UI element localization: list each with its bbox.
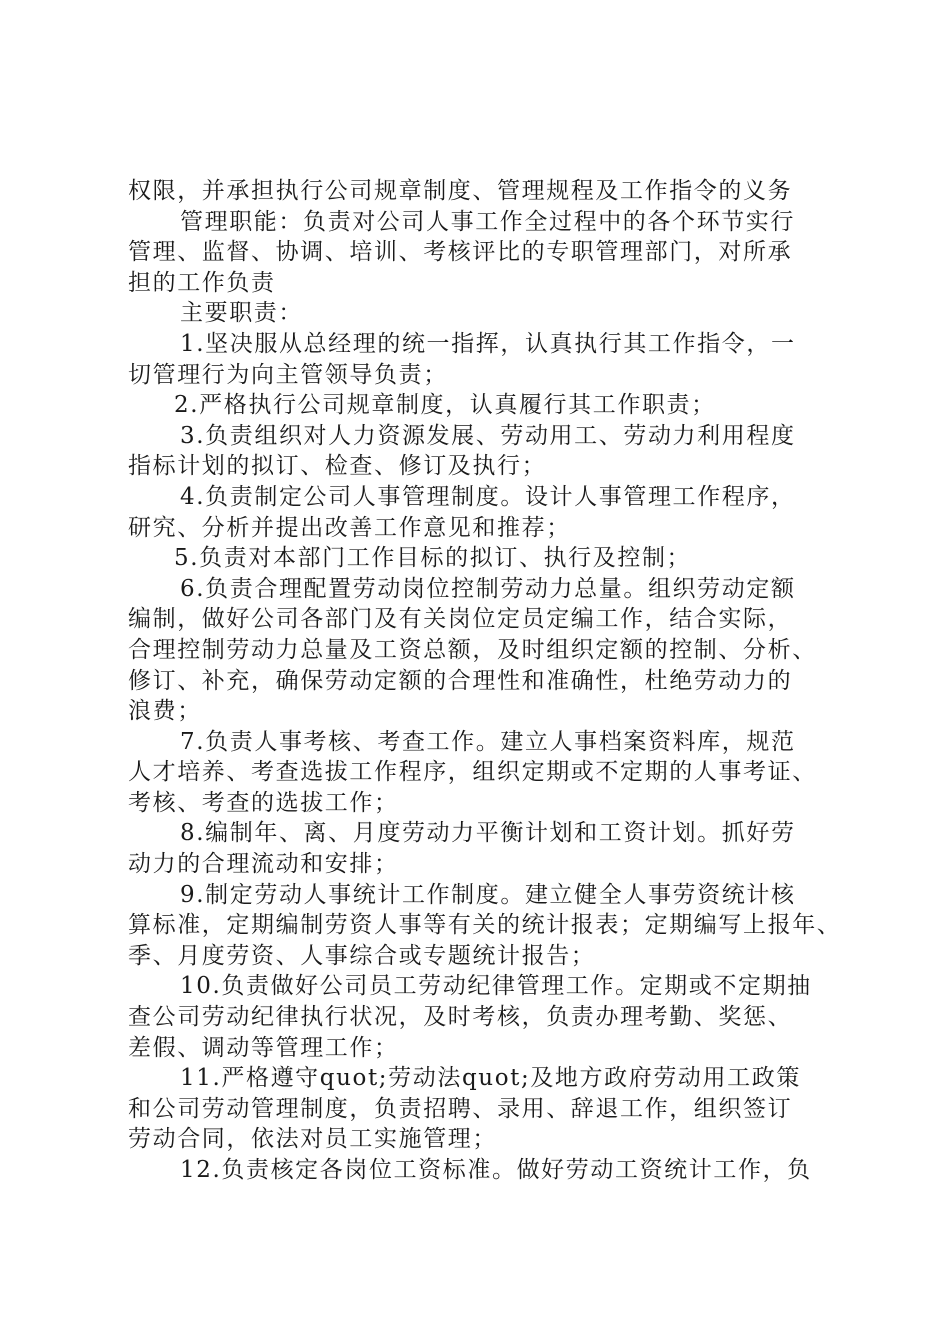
text-line: 管理、监督、协调、培训、考核评比的专职管理部门，对所承 (128, 239, 793, 266)
text-line: 担的工作负责 (128, 269, 276, 296)
text-line: 查公司劳动纪律执行状况，及时考核，负责办理考勤、奖惩、 (128, 1004, 793, 1031)
text-line: 切管理行为向主管领导负责； (128, 361, 448, 388)
text-line: 6.负责合理配置劳动岗位控制劳动力总量。组织劳动定额 (180, 575, 796, 602)
text-line: 5.负责对本部门工作目标的拟订、执行及控制； (174, 545, 692, 572)
text-line: 8.编制年、离、月度劳动力平衡计划和工资计划。抓好劳 (180, 820, 796, 847)
text-line: 动力的合理流动和安排； (128, 851, 399, 878)
text-line: 浪费； (128, 698, 202, 725)
text-line: 管理职能：负责对公司人事工作全过程中的各个环节实行 (180, 208, 795, 235)
text-line: 和公司劳动管理制度，负责招聘、录用、辞退工作，组织签订 (128, 1095, 793, 1122)
text-line: 7.负责人事考核、考查工作。建立人事档案资料库，规范 (180, 728, 796, 755)
text-line: 算标准，定期编制劳资人事等有关的统计报表；定期编写上报年、 (128, 912, 842, 939)
text-line: 4.负责制定公司人事管理制度。设计人事管理工作程序， (180, 483, 796, 510)
text-line: 指标计划的拟订、检查、修订及执行； (128, 453, 547, 480)
section-heading: 主要职责： (180, 300, 303, 327)
text-line: 差假、调动等管理工作； (128, 1034, 399, 1061)
text-line: 合理控制劳动力总量及工资总额，及时组织定额的控制、分析、 (128, 636, 817, 663)
text-line: 研究、分析并提出改善工作意见和推荐； (128, 514, 571, 541)
text-line: 9.制定劳动人事统计工作制度。建立健全人事劳资统计核 (180, 881, 796, 908)
text-line: 3.负责组织对人力资源发展、劳动用工、劳动力利用程度 (180, 422, 796, 449)
text-line: 劳动合同，依法对员工实施管理； (128, 1126, 497, 1153)
text-line: 1.坚决服从总经理的统一指挥，认真执行其工作指令，一 (180, 330, 796, 357)
document-body (128, 176, 842, 1186)
text-line: 考核、考查的选拔工作； (128, 789, 399, 816)
text-line: 修订、补充，确保劳动定额的合理性和准确性，杜绝劳动力的 (128, 667, 793, 694)
text-line: 权限，并承担执行公司规章制度、管理规程及工作指令的义务 (128, 178, 793, 204)
text-line: 季、月度劳资、人事综合或专题统计报告； (128, 942, 596, 969)
text-line: 编制，做好公司各部门及有关岗位定员定编工作，结合实际， (128, 606, 793, 633)
text-line: 12.负责核定各岗位工资标准。做好劳动工资统计工作，负 (180, 1157, 812, 1183)
text-line: 11.严格遵守quot;劳动法quot;及地方政府劳动用工政策 (180, 1065, 801, 1092)
text-line: 人才培养、考查选拔工作程序，组织定期或不定期的人事考证、 (128, 759, 817, 786)
text-line: 10.负责做好公司员工劳动纪律管理工作。定期或不定期抽 (180, 973, 812, 1000)
text-line: 2.严格执行公司规章制度，认真履行其工作职责； (174, 392, 716, 419)
